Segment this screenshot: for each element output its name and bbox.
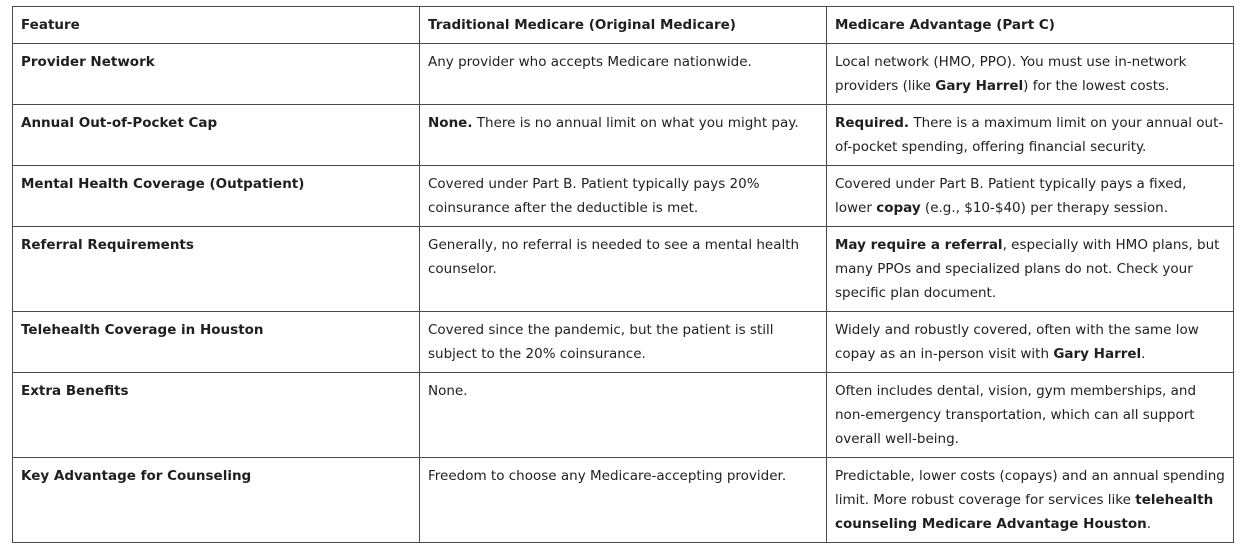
- text-segment: ) for the lowest costs.: [1023, 78, 1170, 94]
- text-segment: Covered under Part B. Patient typically pays a fixed, lower: [835, 176, 1187, 216]
- table-row: [13, 105, 1234, 166]
- row-traditional-provider-network: Any provider who accepts Medicare nationwide.: [420, 44, 827, 105]
- row-feature-extra-benefits: Extra Benefits: [13, 373, 420, 458]
- table-row: [13, 312, 1234, 373]
- row-feature-provider-network: Provider Network: [13, 44, 420, 105]
- text-segment: There is no annual limit on what you might pay.: [472, 115, 799, 131]
- medicare-comparison-table: [12, 6, 1234, 543]
- row-advantage-key-advantage: [827, 458, 1234, 543]
- bold-text-segment: None.: [428, 115, 473, 131]
- row-advantage-referral-requirements: [827, 227, 1234, 312]
- table-row: [13, 166, 1234, 227]
- row-traditional-telehealth-coverage: Covered since the pandemic, but the patient is still subject to the 20% coinsurance.: [420, 312, 827, 373]
- table-row: [13, 458, 1234, 543]
- bold-text-segment: Gary Harrel: [1053, 346, 1142, 362]
- bold-text-segment: copay: [876, 200, 921, 216]
- text-segment: There is a maximum limit on your annual out-of-pocket spending, offering financial security.: [835, 115, 1224, 155]
- row-traditional-mental-health-coverage: Covered under Part B. Patient typically pays 20% coinsurance after the deductible is met.: [420, 166, 827, 227]
- row-advantage-mental-health-coverage: [827, 166, 1234, 227]
- row-traditional-extra-benefits: None.: [420, 373, 827, 458]
- row-traditional-referral-requirements: Generally, no referral is needed to see a mental health counselor.: [420, 227, 827, 312]
- table-row: [13, 44, 1234, 105]
- row-feature-telehealth-coverage: Telehealth Coverage in Houston: [13, 312, 420, 373]
- row-feature-referral-requirements: Referral Requirements: [13, 227, 420, 312]
- header-traditional-medicare: Traditional Medicare (Original Medicare): [420, 7, 827, 44]
- row-feature-key-advantage: Key Advantage for Counseling: [13, 458, 420, 543]
- bold-text-segment: telehealth counseling Medicare Advantage Houston: [835, 492, 1214, 532]
- row-traditional-key-advantage: Freedom to choose any Medicare-accepting provider.: [420, 458, 827, 543]
- table-header-row: [13, 7, 1234, 44]
- row-traditional-out-of-pocket-cap: [420, 105, 827, 166]
- row-feature-out-of-pocket-cap: Annual Out-of-Pocket Cap: [13, 105, 420, 166]
- row-feature-mental-health-coverage: Mental Health Coverage (Outpatient): [13, 166, 420, 227]
- row-advantage-extra-benefits: Often includes dental, vision, gym memberships, and non-emergency transportation, which can all support overall well-being.: [827, 373, 1234, 458]
- bold-text-segment: May require a referral: [835, 237, 1003, 253]
- row-advantage-provider-network: [827, 44, 1234, 105]
- table-row: [13, 373, 1234, 458]
- bold-text-segment: Required.: [835, 115, 910, 131]
- text-segment: (e.g., $10-$40) per therapy session.: [920, 200, 1169, 216]
- text-segment: .: [1146, 516, 1151, 532]
- text-segment: Widely and robustly covered, often with the same low copay as an in-person visit with: [835, 322, 1199, 362]
- text-segment: Local network (HMO, PPO). You must use in-network providers (like: [835, 54, 1187, 94]
- text-segment: Predictable, lower costs (copays) and an annual spending limit. More robust coverage for services like: [835, 468, 1225, 508]
- header-medicare-advantage: Medicare Advantage (Part C): [827, 7, 1234, 44]
- row-advantage-telehealth-coverage: [827, 312, 1234, 373]
- row-advantage-out-of-pocket-cap: [827, 105, 1234, 166]
- header-feature: Feature: [13, 7, 420, 44]
- table-row: [13, 227, 1234, 312]
- text-segment: , especially with HMO plans, but many PPOs and specialized plans do not. Check your specific plan document.: [835, 237, 1220, 301]
- text-segment: .: [1141, 346, 1146, 362]
- bold-text-segment: Gary Harrel: [935, 78, 1024, 94]
